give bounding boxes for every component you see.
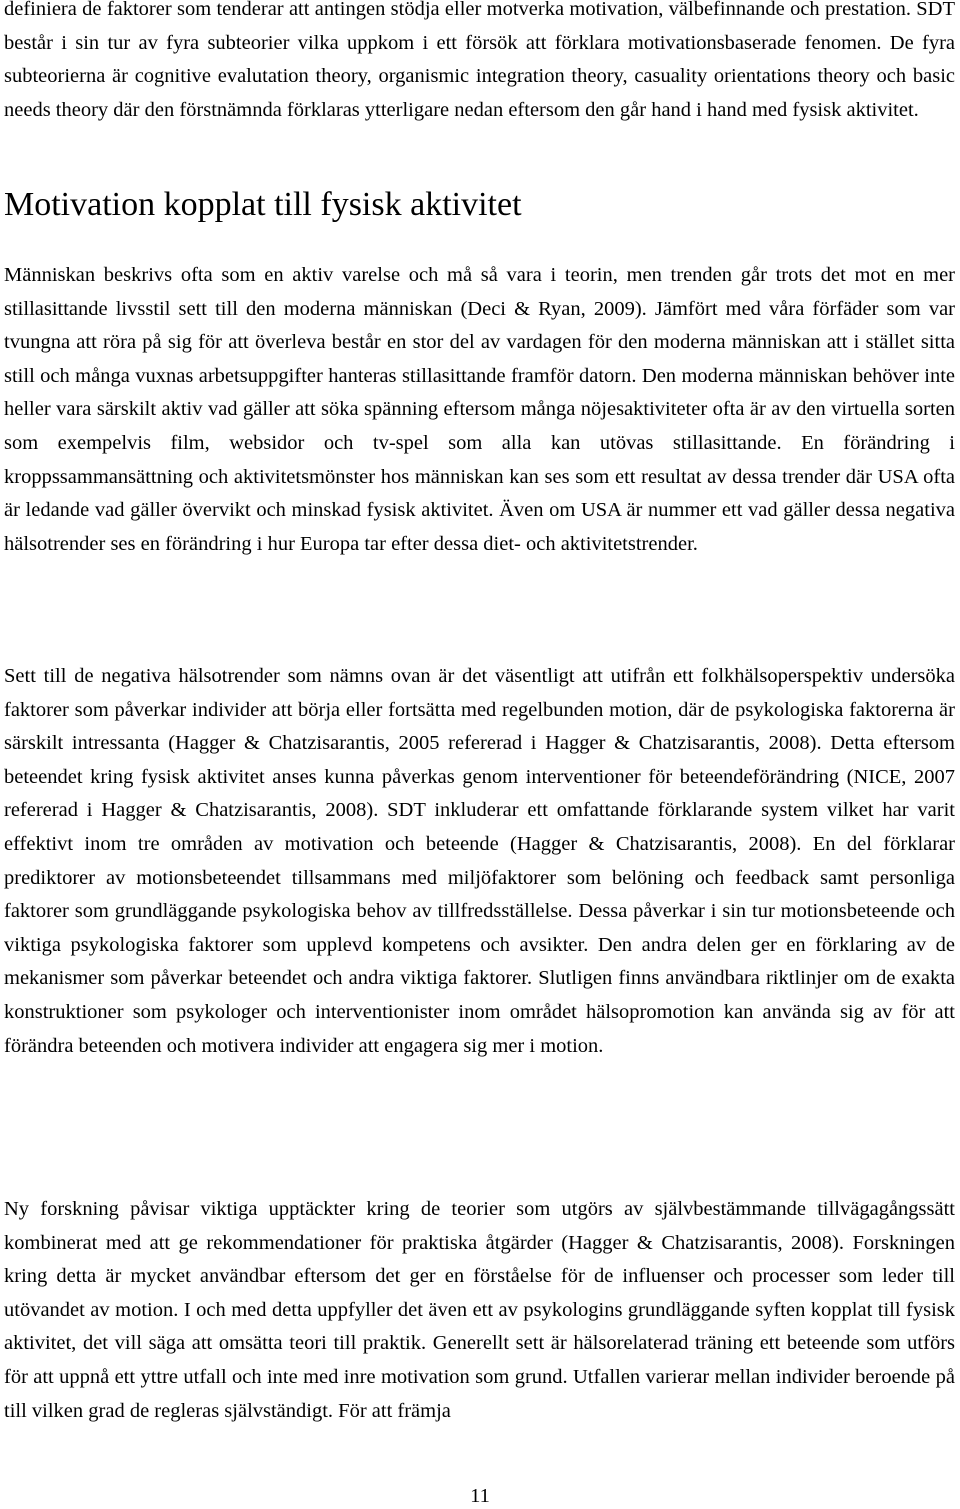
continued-paragraph: definiera de faktorer som tenderar att antingen stödja eller motverka motivation, välbefinnande och prestation. SDT består i sin tur av fyra subteorier vilka uppkom i ett försök att förklara motivationsbaserade fenomen. De fyra subteorierna är cognitive evalutation theory, organismic integration theory, casuality orientations theory och basic needs theory där den förstnämnda förklaras ytterligare nedan eftersom den går hand i hand med fysisk aktivitet. bbox=[4, 0, 955, 121]
body-paragraph-2: Sett till de negativa hälsotrender som nämns ovan är det väsentligt att utifrån ett folkhälsoperspektiv undersöka faktorer som påverkar individer att börja eller fortsätta med regelbunden motion, där de psykologiska faktorerna är särskilt intressanta (Hagger & Chatzisarantis, 2005 refererad i Hagger & Chatzisarantis, 2008). Detta eftersom beteendet kring fysisk aktivitet anses kunna påverkas genom interventioner för beteendeförändring (NICE, 2007 refererad i Hagger & Chatzisarantis, 2008). SDT inkluderar ett omfattande förklarande system vilket har varit effektivt inom tre områden av motivation och beteende (Hagger & Chatzisarantis, 2008). En del förklarar prediktorer av motionsbeteendet tillsammans med miljöfaktorer som belöning och feedback samt personliga faktorer som grundläggande psykologiska behov av tillfredsställelse. Dessa påverkar i sin tur motionsbeteende och viktiga psykologiska faktorer som upplevd kompetens och avsikter. Den andra delen ger en förklaring av de mekanismer som påverkar beteendet och andra viktiga faktorer. Slutligen finns användbara riktlinjer om de exakta konstruktioner som psykologer och interventionister inom området hälsopromotion kan använda sig av för att förändra beteenden och motivera individer att engagera sig mer i motion. bbox=[4, 665, 955, 1057]
page-number: 11 bbox=[470, 1485, 490, 1507]
body-paragraph-1: Människan beskrivs ofta som en aktiv varelse och må så vara i teorin, men trenden går trots det mot en mer stillasittande livsstil sett till den moderna människan (Deci & Ryan, 2009). Jämfört med våra förfäder som var tvungna att röra på sig för att överleva består en stor del av vardagen för den moderna människan att i stället sitta still och många vuxnas arbetsuppgifter hanteras stillasittande framför datorn. Den moderna människan behöver inte heller vara särskilt aktiv vad gäller att söka spänning eftersom många nöjesaktiviteter ofta är av den virtuella sorten som exempelvis film, websidor och tv-spel som alla kan utövas stillasittande. En förändring i kroppssammansättning och aktivitetsmönster hos människan kan ses som ett resultat av dessa trender där USA ofta är ledande vad gäller övervikt och minskad fysisk aktivitet. Även om USA är nummer ett vad gäller dessa negativa hälsotrender ses en förändring i hur Europa tar efter dessa diet- och aktivitetstrender. bbox=[4, 264, 955, 555]
section-heading: Motivation kopplat till fysisk aktivitet bbox=[4, 186, 522, 223]
body-paragraph-3: Ny forskning påvisar viktiga upptäckter kring de teorier som utgörs av självbestämmande tillvägagångssätt kombinerat med att ge rekommendationer för praktiska åtgärder (Hagger & Chatzisarantis, 2008). Forskningen kring detta är mycket användbar eftersom det ger en förståelse för de influenser och processer som leder till utövandet av motion. I och med detta uppfyller det även ett av psykologins grundläggande syften kopplat till fysisk aktivitet, det vill säga att omsätta teori till praktik. Generellt sett är hälsorelaterad träning ett beteende som utförs för att uppnå ett yttre utfall och inte med inre motivation som grund. Utfallen varierar mellan individer beroende på till vilken grad de regleras självständigt. För att främja bbox=[4, 1198, 955, 1422]
